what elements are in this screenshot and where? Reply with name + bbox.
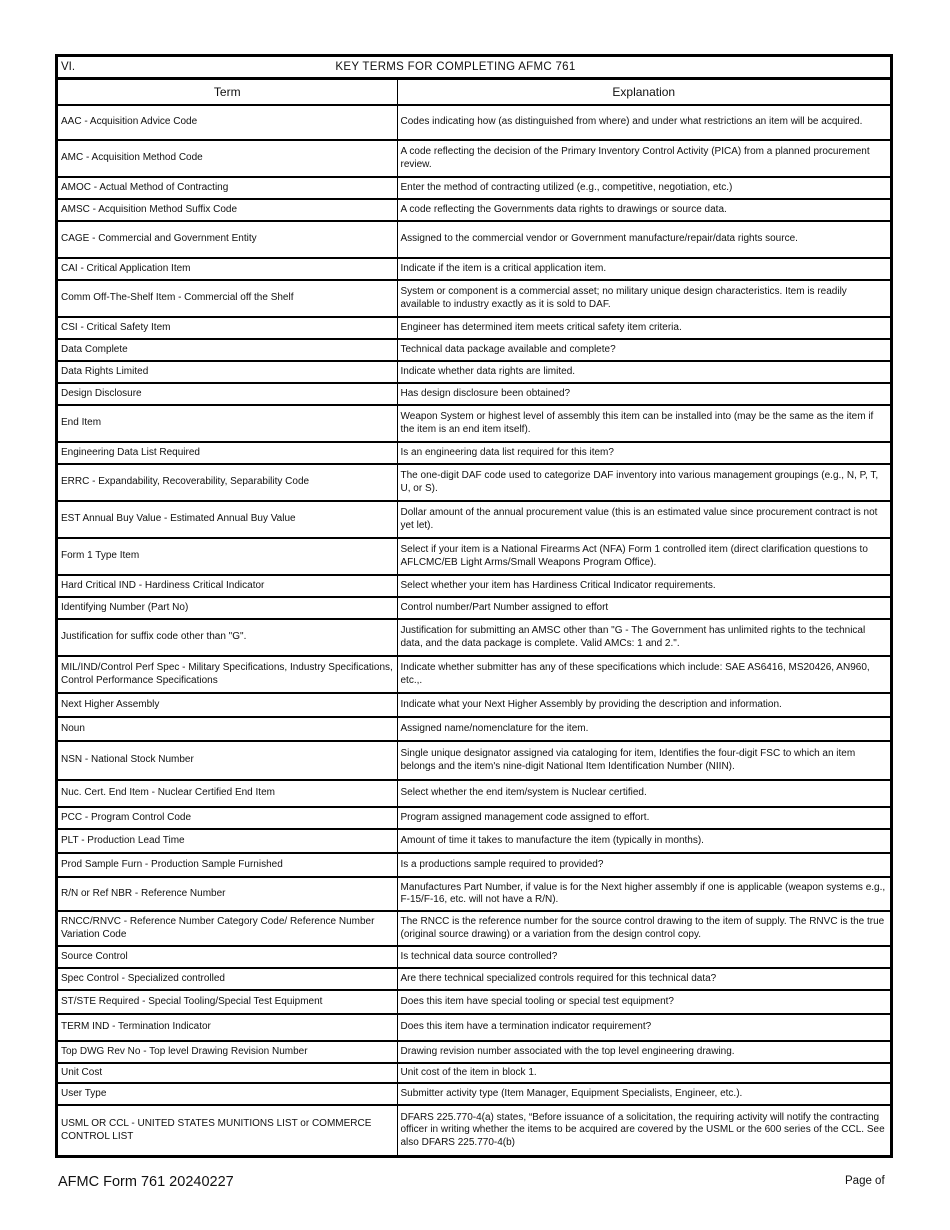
term-cell: PCC - Program Control Code (58, 807, 397, 829)
table-row (58, 105, 890, 140)
term-cell: AMSC - Acquisition Method Suffix Code (58, 199, 397, 221)
explanation-cell: Are there technical specialized controls required for this technical data? (397, 968, 890, 990)
explanation-cell: Weapon System or highest level of assembly this item can be installed into (may be the same as the item if the item is an end item itself). (397, 405, 890, 442)
explanation-cell: Is an engineering data list required for this item? (397, 442, 890, 464)
term-cell: ST/STE Required - Special Tooling/Special Test Equipment (58, 990, 397, 1014)
term-cell: USML OR CCL - UNITED STATES MUNITIONS LIST or COMMERCE CONTROL LIST (58, 1105, 397, 1155)
table-body (58, 105, 890, 1155)
table-row (58, 911, 890, 946)
explanation-cell: Does this item have a termination indicator requirement? (397, 1014, 890, 1041)
table-row (58, 177, 890, 199)
explanation-cell: Amount of time it takes to manufacture the item (typically in months). (397, 829, 890, 853)
term-cell: Prod Sample Furn - Production Sample Furnished (58, 853, 397, 877)
term-cell: Nuc. Cert. End Item - Nuclear Certified End Item (58, 780, 397, 807)
explanation-cell: Justification for submitting an AMSC other than "G - The Government has unlimited rights to the technical data, and the data package is complete. Valid AMCs: 1 and 2.". (397, 619, 890, 656)
explanation-cell: Enter the method of contracting utilized (e.g., competitive, negotiation, etc.) (397, 177, 890, 199)
term-cell: Next Higher Assembly (58, 693, 397, 717)
term-cell: Justification for suffix code other than "G". (58, 619, 397, 656)
term-cell: Noun (58, 717, 397, 741)
term-cell: User Type (58, 1083, 397, 1105)
table-row (58, 199, 890, 221)
explanation-cell: A code reflecting the decision of the Primary Inventory Control Activity (PICA) from a planned procurement review. (397, 140, 890, 177)
table-row (58, 597, 890, 619)
explanation-cell: Select if your item is a National Firearms Act (NFA) Form 1 controlled item (direct clarification questions to AFLCMC/EB Light Arms/Small Weapons Program Office). (397, 538, 890, 575)
explanation-cell: Assigned name/nomenclature for the item. (397, 717, 890, 741)
explanation-cell: Drawing revision number associated with the top level engineering drawing. (397, 1041, 890, 1063)
explanation-cell: DFARS 225.770-4(a) states, “Before issuance of a solicitation, the requiring activity will notify the contracting officer in writing whether the items to be acquired are covered by the USML or the 600 series of the CCL. See also DFARS 225.770-4(b) (397, 1105, 890, 1155)
term-cell: Design Disclosure (58, 383, 397, 405)
explanation-column-header: Explanation (397, 80, 890, 106)
term-cell: Hard Critical IND - Hardiness Critical Indicator (58, 575, 397, 597)
explanation-cell: Dollar amount of the annual procurement value (this is an estimated value since procurement contract is not yet let). (397, 501, 890, 538)
term-cell: Spec Control - Specialized controlled (58, 968, 397, 990)
explanation-cell: Control number/Part Number assigned to effort (397, 597, 890, 619)
key-terms-table (58, 79, 890, 1155)
table-row (58, 361, 890, 383)
term-cell: Source Control (58, 946, 397, 968)
term-cell: AMC - Acquisition Method Code (58, 140, 397, 177)
explanation-cell: Codes indicating how (as distinguished from where) and under what restrictions an item will be acquired. (397, 105, 890, 140)
term-cell: Engineering Data List Required (58, 442, 397, 464)
explanation-cell: Is technical data source controlled? (397, 946, 890, 968)
table-row (58, 1041, 890, 1063)
explanation-cell: Indicate whether submitter has any of these specifications which include: SAE AS6416, MS20426, AN960, etc.,. (397, 656, 890, 693)
term-cell: End Item (58, 405, 397, 442)
table-row (58, 693, 890, 717)
explanation-cell: Engineer has determined item meets critical safety item criteria. (397, 317, 890, 339)
term-cell: CAI - Critical Application Item (58, 258, 397, 280)
term-cell: TERM IND - Termination Indicator (58, 1014, 397, 1041)
term-cell: RNCC/RNVC - Reference Number Category Code/ Reference Number Variation Code (58, 911, 397, 946)
term-cell: ERRC - Expandability, Recoverability, Separability Code (58, 464, 397, 501)
table-row (58, 464, 890, 501)
explanation-cell: Has design disclosure been obtained? (397, 383, 890, 405)
table-row (58, 656, 890, 693)
table-row (58, 853, 890, 877)
term-cell: EST Annual Buy Value - Estimated Annual Buy Value (58, 501, 397, 538)
table-row (58, 339, 890, 361)
table-row (58, 741, 890, 780)
term-cell: AAC - Acquisition Advice Code (58, 105, 397, 140)
term-cell: AMOC - Actual Method of Contracting (58, 177, 397, 199)
explanation-cell: Indicate whether data rights are limited. (397, 361, 890, 383)
table-row (58, 538, 890, 575)
term-column-header: Term (58, 80, 397, 106)
explanation-cell: Indicate if the item is a critical application item. (397, 258, 890, 280)
table-row (58, 221, 890, 258)
table-row (58, 968, 890, 990)
explanation-cell: Indicate what your Next Higher Assembly by providing the description and information. (397, 693, 890, 717)
table-row (58, 317, 890, 339)
table-row (58, 877, 890, 911)
explanation-cell: Manufactures Part Number, if value is for the Next higher assembly if one is applicable (weapon systems e.g., F-15/F-16, etc. will not have a R/N). (397, 877, 890, 911)
explanation-cell: The one-digit DAF code used to categorize DAF inventory into various management groupings (e.g., N, P, T, U, or S). (397, 464, 890, 501)
explanation-cell: Submitter activity type (Item Manager, Equipment Specialists, Engineer, etc.). (397, 1083, 890, 1105)
table-row (58, 1014, 890, 1041)
table-row (58, 1083, 890, 1105)
table-row (58, 829, 890, 853)
term-cell: PLT - Production Lead Time (58, 829, 397, 853)
explanation-cell: Is a productions sample required to provided? (397, 853, 890, 877)
term-cell: Comm Off-The-Shelf Item - Commercial off the Shelf (58, 280, 397, 317)
term-cell: Data Rights Limited (58, 361, 397, 383)
explanation-cell: System or component is a commercial asset; no military unique design characteristics. Item is readily available to industry exactly as it is sold to DAF. (397, 280, 890, 317)
explanation-cell: Assigned to the commercial vendor or Government manufacture/repair/data rights source. (397, 221, 890, 258)
table-row (58, 807, 890, 829)
section-title-row (58, 57, 890, 79)
explanation-cell: A code reflecting the Governments data rights to drawings or source data. (397, 199, 890, 221)
term-cell: Form 1 Type Item (58, 538, 397, 575)
explanation-cell: The RNCC is the reference number for the source control drawing to the item of supply. The RNVC is the true (original source drawing) or a variation from the design control copy. (397, 911, 890, 946)
explanation-cell: Does this item have special tooling or special test equipment? (397, 990, 890, 1014)
table-row (58, 1063, 890, 1083)
table-row (58, 946, 890, 968)
key-terms-form (55, 54, 893, 1158)
term-cell: CSI - Critical Safety Item (58, 317, 397, 339)
explanation-cell: Program assigned management code assigned to effort. (397, 807, 890, 829)
term-cell: Data Complete (58, 339, 397, 361)
explanation-cell: Technical data package available and complete? (397, 339, 890, 361)
explanation-cell: Select whether your item has Hardiness Critical Indicator requirements. (397, 575, 890, 597)
term-cell: MIL/IND/Control Perf Spec - Military Specifications, Industry Specifications, Control Performance Specifications (58, 656, 397, 693)
table-row (58, 442, 890, 464)
table-row (58, 140, 890, 177)
explanation-cell: Select whether the end item/system is Nuclear certified. (397, 780, 890, 807)
table-row (58, 1105, 890, 1155)
page-number: Page of (845, 1175, 885, 1187)
term-cell: CAGE - Commercial and Government Entity (58, 221, 397, 258)
table-row (58, 258, 890, 280)
table-row (58, 717, 890, 741)
term-cell: NSN - National Stock Number (58, 741, 397, 780)
section-number: VI. (61, 61, 76, 73)
table-row (58, 575, 890, 597)
table-row (58, 780, 890, 807)
term-cell: Unit Cost (58, 1063, 397, 1083)
table-header-row (58, 80, 890, 106)
explanation-cell: Single unique designator assigned via cataloging for item, Identifies the four-digit FSC to which an item belongs and the item's nine-digit National Item Identification Number (NIIN). (397, 741, 890, 780)
table-row (58, 280, 890, 317)
term-cell: R/N or Ref NBR - Reference Number (58, 877, 397, 911)
form-id: AFMC Form 761 20240227 (58, 1174, 234, 1190)
table-row (58, 501, 890, 538)
section-title: KEY TERMS FOR COMPLETING AFMC 761 (335, 61, 576, 73)
explanation-cell: Unit cost of the item in block 1. (397, 1063, 890, 1083)
table-row (58, 619, 890, 656)
term-cell: Identifying Number (Part No) (58, 597, 397, 619)
table-row (58, 990, 890, 1014)
table-row (58, 405, 890, 442)
term-cell: Top DWG Rev No - Top level Drawing Revision Number (58, 1041, 397, 1063)
table-row (58, 383, 890, 405)
